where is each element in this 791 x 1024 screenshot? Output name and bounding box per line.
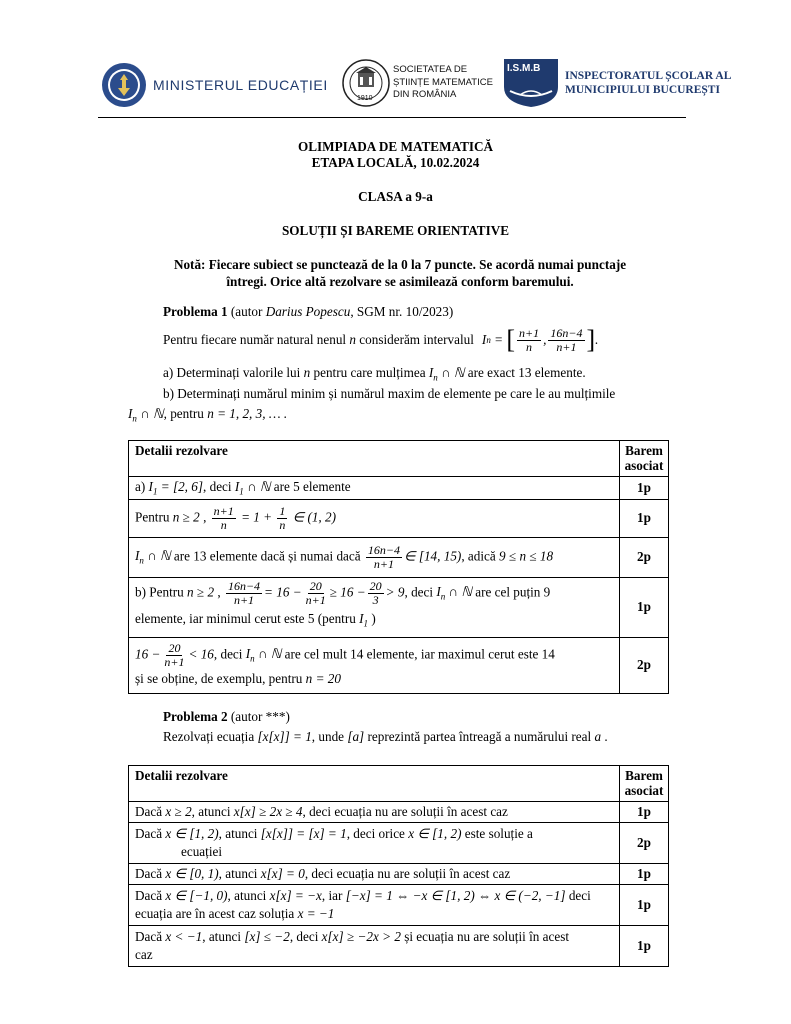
row-points: 1p	[620, 577, 669, 637]
row-points: 1p	[620, 926, 669, 967]
problem1-part-b-cont: $I_n$ ∩ ℕ, pentru n = 1, 2, 3, … .	[128, 406, 288, 424]
details-header: Detalii rezolvare	[129, 441, 620, 477]
math-interval: I n = [ $\frac{n+1}{n}$ , $\frac{16n-4}{n+1}$ ] .	[481, 325, 599, 354]
table-row	[129, 577, 669, 637]
row-points: 2p	[620, 537, 669, 577]
ministry-name: MINISTERUL EDUCAȚIEI	[153, 77, 328, 93]
table-row	[129, 637, 669, 693]
page-title: OLIMPIADA DE MATEMATICĂ	[297, 139, 494, 154]
ismb-name: INSPECTORATUL ȘCOLAR AL MUNICIPIULUI BUCUREȘTI	[565, 70, 732, 96]
row-details: a) $I_1 = [2$, 6], deci $I_1$ ∩ ℕ are 5 elemente	[129, 477, 620, 500]
page-title-date: ETAPA LOCALĂ, 10.02.2024	[311, 155, 480, 170]
row-details: Dacă x < −1, atunci [x] ≤ −2, deci x[x] ≥ −2x > 2 și ecuația nu are soluții în acest caz	[129, 926, 620, 967]
table-row	[129, 885, 669, 926]
ismb-logo-text: I.S.M.B	[507, 63, 541, 74]
table-row	[129, 864, 669, 885]
table-row	[129, 802, 669, 823]
math-n: n	[346, 332, 360, 347]
header-separator	[98, 117, 686, 118]
table-header-row	[129, 441, 669, 477]
government-seal-icon	[101, 62, 147, 108]
problem1-part-b: b) Determinați numărul minim și numărul maxim de elemente pe care le au mulțimile	[163, 386, 616, 401]
points-header: Barem asociat	[620, 766, 669, 802]
ssm-name: SOCIETATEA DE ȘTIINȚE MATEMATICE DIN ROMÂNIA	[393, 64, 493, 100]
row-details: b) Pentru n ≥ 2 , $\frac{16n-4}{n+1}$ = 16 − $\frac{20}{n+1}$ ≥ 16 − $\frac{20}{3}$ > 9, deci $I_n$ ∩ ℕ are cel puțin 9 elemente, iar minimul cerut este 5 (pentru $I_1$ )	[129, 577, 620, 637]
row-details: Pentru n ≥ 2 , $\frac{n+1}{n}$ = 1 + $\frac{1}{n}$ ∈ (1, 2)	[129, 499, 620, 537]
grading-note: Notă: Fiecare subiect se punctează de la 0 la 7 puncte. Se acordă numai punctaje întregi. Orice altă rezolvare se asimilează conform baremului.	[173, 257, 627, 289]
table-row	[129, 926, 669, 967]
row-details: Dacă x ∈ [0, 1), atunci x[x] = 0, deci ecuația nu are soluții în acest caz	[129, 864, 620, 885]
problem1-statement: Pentru fiecare număr natural nenul n considerăm intervalul I n = [ $\frac{n+1}{n}$ , $\frac{16n-4}{n+1}$ ] .	[163, 325, 599, 354]
row-details: 16 − $\frac{20}{n+1}$ < 16, deci $I_n$ ∩ ℕ are cel mult 14 elemente, iar maximul cerut este 14 și se obține, de exemplu, pentru n = 20	[129, 637, 620, 693]
ssm-year: 1910	[357, 95, 373, 102]
subtitle: SOLUȚII ȘI BAREME ORIENTATIVE	[281, 223, 510, 238]
problem1-heading: Problema 1 (autor Darius Popescu, SGM nr. 10/2023)	[163, 304, 454, 319]
row-details: $I_n$ ∩ ℕ are 13 elemente dacă și numai dacă $\frac{16n-4}{n+1}$ ∈ [14, 15), adică 9 ≤ n ≤ 18	[129, 537, 620, 577]
row-points: 1p	[620, 499, 669, 537]
problem2-heading: Problema 2 (autor ***)	[163, 709, 290, 724]
table-row	[129, 499, 669, 537]
problem1-part-a: a) Determinați valorile lui n pentru care mulțimea $I_n$ ∩ ℕ are exact 13 elemente.	[163, 365, 586, 383]
details-header: Detalii rezolvare	[129, 766, 620, 802]
problem2-grading-table	[128, 765, 669, 967]
row-points: 1p	[620, 477, 669, 500]
table-row	[129, 477, 669, 500]
row-details: Dacă x ∈ [1, 2), atunci [x[x]] = [x] = 1, deci orice x ∈ [1, 2) este soluție a ecuației	[129, 823, 620, 864]
row-points: 1p	[620, 802, 669, 823]
problem2-statement: Rezolvați ecuația [x[x]] = 1, unde [a] reprezintă partea întreagă a numărului real a .	[163, 729, 608, 744]
problem1-grading-table	[128, 440, 669, 694]
row-details: Dacă x ≥ 2, atunci x[x] ≥ 2x ≥ 4, deci ecuația nu are soluții în acest caz	[129, 802, 620, 823]
row-points: 1p	[620, 885, 669, 926]
row-points: 2p	[620, 637, 669, 693]
grade-label: CLASA a 9-a	[358, 189, 433, 204]
row-points: 1p	[620, 864, 669, 885]
table-header-row	[129, 766, 669, 802]
row-details: Dacă x ∈ [−1, 0), atunci x[x] = −x, iar [−x] = 1 ⇔ −x ∈ [1, 2) ⇔ x ∈ (−2, −1] deci ecuația are în acest caz soluția x = −1	[129, 885, 620, 926]
row-points: 2p	[620, 823, 669, 864]
table-row	[129, 823, 669, 864]
table-row	[129, 537, 669, 577]
points-header: Barem asociat	[620, 441, 669, 477]
